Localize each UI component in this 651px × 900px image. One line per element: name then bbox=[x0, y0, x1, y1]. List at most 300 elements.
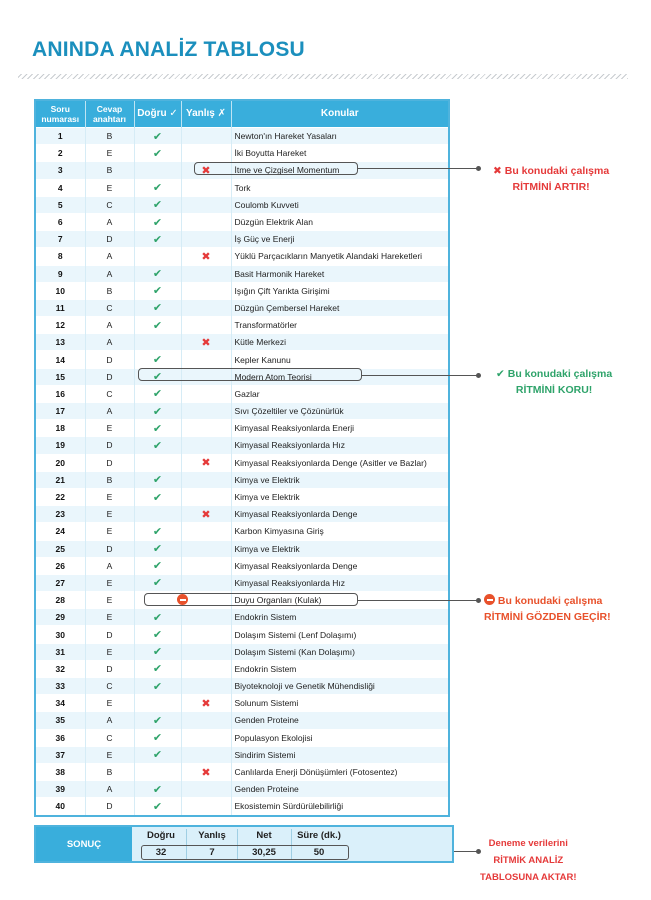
table-row bbox=[35, 179, 449, 196]
check-icon: ✔ bbox=[152, 577, 163, 590]
table-row bbox=[35, 540, 449, 557]
check-icon: ✔ bbox=[152, 629, 163, 642]
header-cevap: Cevap anahtarı bbox=[85, 100, 134, 128]
connector-dot-15 bbox=[476, 373, 481, 378]
answer-key: D bbox=[85, 437, 134, 454]
table-row bbox=[35, 798, 449, 816]
answer-key: B bbox=[85, 162, 134, 179]
yanlis-cell bbox=[181, 695, 231, 712]
yanlis-cell bbox=[181, 798, 231, 816]
table-row bbox=[35, 299, 449, 316]
dogru-cell bbox=[134, 420, 181, 437]
yanlis-cell bbox=[181, 145, 231, 162]
connector-line-3 bbox=[357, 168, 477, 169]
topic-cell: Ekosistemin Sürdürülebilirliği bbox=[231, 798, 449, 816]
question-number: 39 bbox=[35, 781, 85, 798]
table-row bbox=[35, 729, 449, 746]
check-icon: ✔ bbox=[152, 302, 163, 315]
topic-cell: Düzgün Elektrik Alan bbox=[231, 213, 449, 230]
minus-circle-icon bbox=[484, 594, 495, 605]
question-number: 25 bbox=[35, 540, 85, 557]
yanlis-cell bbox=[181, 299, 231, 316]
cross-icon: ✖ bbox=[201, 457, 211, 470]
check-icon: ✔ bbox=[152, 474, 163, 487]
question-number: 15 bbox=[35, 368, 85, 385]
yanlis-cell bbox=[181, 179, 231, 196]
check-icon: ✔ bbox=[152, 646, 163, 659]
answer-key: C bbox=[85, 678, 134, 695]
table-row bbox=[35, 196, 449, 213]
topic-cell: Biyoteknoloji ve Genetik Mühendisliği bbox=[231, 678, 449, 695]
yanlis-cell bbox=[181, 746, 231, 763]
connector-dot-28 bbox=[476, 598, 481, 603]
topic-cell: Basit Harmonik Hareket bbox=[231, 265, 449, 282]
cross-icon: ✖ bbox=[493, 165, 502, 177]
answer-key: D bbox=[85, 626, 134, 643]
answer-key: C bbox=[85, 729, 134, 746]
note-artir bbox=[493, 163, 609, 195]
topic-cell: Dolaşım Sistemi (Lenf Dolaşımı) bbox=[231, 626, 449, 643]
dogru-cell bbox=[134, 179, 181, 196]
question-number: 23 bbox=[35, 506, 85, 523]
answer-key: D bbox=[85, 540, 134, 557]
dogru-cell bbox=[134, 128, 181, 145]
dogru-cell bbox=[134, 385, 181, 402]
dogru-cell bbox=[134, 557, 181, 574]
header-soru: Soru numarası bbox=[35, 100, 85, 128]
note-koru bbox=[496, 366, 612, 398]
cross-icon: ✖ bbox=[201, 766, 211, 779]
dogru-cell bbox=[134, 660, 181, 677]
dogru-cell bbox=[134, 798, 181, 816]
question-number: 40 bbox=[35, 798, 85, 816]
answer-key: E bbox=[85, 488, 134, 505]
topic-cell: Canlılarda Enerji Dönüşümleri (Fotosentez) bbox=[231, 763, 449, 780]
result-header-yanlis: Yanlış bbox=[198, 830, 226, 841]
check-icon: ✔ bbox=[152, 319, 163, 332]
answer-key: A bbox=[85, 213, 134, 230]
answer-key: A bbox=[85, 317, 134, 334]
topic-cell: Işığın Çift Yarıkta Girişimi bbox=[231, 282, 449, 299]
yanlis-cell bbox=[181, 488, 231, 505]
check-icon: ✔ bbox=[152, 199, 163, 212]
cross-icon: ✖ bbox=[201, 164, 211, 177]
question-number: 22 bbox=[35, 488, 85, 505]
check-icon: ✔ bbox=[152, 147, 163, 160]
table-row bbox=[35, 660, 449, 677]
check-icon: ✔ bbox=[152, 285, 163, 298]
question-number: 9 bbox=[35, 265, 85, 282]
check-icon: ✔ bbox=[152, 491, 163, 504]
table-row bbox=[35, 557, 449, 574]
table-row bbox=[35, 523, 449, 540]
table-row bbox=[35, 643, 449, 660]
dogru-cell bbox=[134, 781, 181, 798]
analysis-table bbox=[34, 99, 450, 817]
question-number: 2 bbox=[35, 145, 85, 162]
question-number: 36 bbox=[35, 729, 85, 746]
table-row bbox=[35, 471, 449, 488]
topic-cell: Düzgün Çembersel Hareket bbox=[231, 299, 449, 316]
dogru-cell bbox=[134, 729, 181, 746]
topic-cell: Sindirim Sistemi bbox=[231, 746, 449, 763]
question-number: 16 bbox=[35, 385, 85, 402]
topic-cell: Duyu Organları (Kulak) bbox=[231, 592, 449, 609]
table-row bbox=[35, 609, 449, 626]
dogru-cell bbox=[134, 626, 181, 643]
check-icon: ✔ bbox=[152, 783, 163, 796]
dogru-cell bbox=[134, 299, 181, 316]
check-icon: ✔ bbox=[152, 216, 163, 229]
answer-key: E bbox=[85, 574, 134, 591]
yanlis-cell bbox=[181, 213, 231, 230]
table-body bbox=[35, 128, 449, 816]
dogru-cell bbox=[134, 746, 181, 763]
topic-cell: Sıvı Çözeltiler ve Çözünürlük bbox=[231, 403, 449, 420]
question-number: 28 bbox=[35, 592, 85, 609]
answer-key: D bbox=[85, 660, 134, 677]
answer-key: C bbox=[85, 196, 134, 213]
yanlis-cell bbox=[181, 523, 231, 540]
note-aktar bbox=[480, 835, 577, 886]
yanlis-cell bbox=[181, 557, 231, 574]
table-row bbox=[35, 488, 449, 505]
dogru-cell bbox=[134, 317, 181, 334]
question-number: 30 bbox=[35, 626, 85, 643]
topic-cell: İtme ve Çizgisel Momentum bbox=[231, 162, 449, 179]
answer-key: E bbox=[85, 420, 134, 437]
topic-cell: Kimya ve Elektrik bbox=[231, 540, 449, 557]
answer-key: A bbox=[85, 265, 134, 282]
topic-cell: Kimyasal Reaksiyonlarda Denge (Asitler ve Bazlar) bbox=[231, 454, 449, 471]
question-number: 13 bbox=[35, 334, 85, 351]
note-artir-line1: Bu konudaki çalışma bbox=[504, 165, 610, 177]
check-icon: ✔ bbox=[152, 543, 163, 556]
answer-key: A bbox=[85, 248, 134, 265]
table-row bbox=[35, 351, 449, 368]
table-row bbox=[35, 265, 449, 282]
question-number: 37 bbox=[35, 746, 85, 763]
dogru-cell bbox=[134, 231, 181, 248]
question-number: 6 bbox=[35, 213, 85, 230]
dogru-cell bbox=[134, 213, 181, 230]
question-number: 4 bbox=[35, 179, 85, 196]
check-icon: ✔ bbox=[496, 368, 505, 380]
check-icon: ✔ bbox=[152, 560, 163, 573]
dogru-cell bbox=[134, 282, 181, 299]
answer-key: E bbox=[85, 592, 134, 609]
dogru-cell bbox=[134, 540, 181, 557]
check-icon: ✔ bbox=[152, 233, 163, 246]
cross-icon: ✖ bbox=[201, 250, 211, 263]
check-icon: ✔ bbox=[152, 663, 163, 676]
check-icon: ✔ bbox=[152, 611, 163, 624]
topic-cell: Kimyasal Reaksiyonlarda Denge bbox=[231, 557, 449, 574]
table-row bbox=[35, 454, 449, 471]
question-number: 26 bbox=[35, 557, 85, 574]
dogru-cell bbox=[134, 506, 181, 523]
question-number: 18 bbox=[35, 420, 85, 437]
answer-key: B bbox=[85, 471, 134, 488]
answer-key: E bbox=[85, 695, 134, 712]
answer-key: E bbox=[85, 506, 134, 523]
check-icon: ✔ bbox=[152, 405, 163, 418]
table-row bbox=[35, 781, 449, 798]
yanlis-cell bbox=[181, 781, 231, 798]
topic-cell: Solunum Sistemi bbox=[231, 695, 449, 712]
topic-cell: Karbon Kimyasına Giriş bbox=[231, 523, 449, 540]
answer-key: E bbox=[85, 523, 134, 540]
topic-cell: Genden Proteine bbox=[231, 712, 449, 729]
yanlis-cell bbox=[181, 454, 231, 471]
answer-key: D bbox=[85, 798, 134, 816]
topic-cell: Kütle Merkezi bbox=[231, 334, 449, 351]
yanlis-cell bbox=[181, 334, 231, 351]
topic-cell: İş Güç ve Enerji bbox=[231, 231, 449, 248]
result-header-sure: Süre (dk.) bbox=[297, 830, 341, 841]
question-number: 14 bbox=[35, 351, 85, 368]
table-row bbox=[35, 385, 449, 402]
question-number: 3 bbox=[35, 162, 85, 179]
connector-dot-3 bbox=[476, 166, 481, 171]
table-row bbox=[35, 334, 449, 351]
yanlis-cell bbox=[181, 643, 231, 660]
answer-key: D bbox=[85, 231, 134, 248]
table-row bbox=[35, 678, 449, 695]
question-number: 27 bbox=[35, 574, 85, 591]
result-header-dogru: Doğru bbox=[147, 830, 175, 841]
yanlis-cell bbox=[181, 712, 231, 729]
topic-cell: Kimyasal Reaksiyonlarda Denge bbox=[231, 506, 449, 523]
highlight-row-15 bbox=[138, 368, 362, 384]
question-number: 32 bbox=[35, 660, 85, 677]
table-row bbox=[35, 712, 449, 729]
answer-key: E bbox=[85, 145, 134, 162]
dogru-cell bbox=[134, 454, 181, 471]
topic-cell: Coulomb Kuvveti bbox=[231, 196, 449, 213]
result-panel bbox=[34, 825, 454, 863]
topic-cell: Kimyasal Reaksiyonlarda Enerji bbox=[231, 420, 449, 437]
check-icon: ✔ bbox=[152, 800, 163, 813]
yanlis-cell bbox=[181, 231, 231, 248]
note-aktar-line3: TABLOSUNA AKTAR! bbox=[480, 872, 577, 883]
check-icon: ✔ bbox=[152, 130, 163, 143]
yanlis-cell bbox=[181, 506, 231, 523]
dogru-cell bbox=[134, 162, 181, 179]
topic-cell: Endokrin Sistem bbox=[231, 660, 449, 677]
cross-icon: ✖ bbox=[201, 697, 211, 710]
table-row bbox=[35, 248, 449, 265]
table-row bbox=[35, 317, 449, 334]
question-number: 12 bbox=[35, 317, 85, 334]
yanlis-cell bbox=[181, 403, 231, 420]
topic-cell: Newton'ın Hareket Yasaları bbox=[231, 128, 449, 145]
dogru-cell bbox=[134, 351, 181, 368]
dogru-cell bbox=[134, 437, 181, 454]
topic-cell: İki Boyutta Hareket bbox=[231, 145, 449, 162]
check-icon: ✔ bbox=[152, 439, 163, 452]
note-gozden-line2: RİTMİNİ GÖZDEN GEÇİR! bbox=[484, 611, 611, 623]
cross-icon: ✖ bbox=[201, 336, 211, 349]
yanlis-cell bbox=[181, 540, 231, 557]
dogru-cell bbox=[134, 248, 181, 265]
question-number: 38 bbox=[35, 763, 85, 780]
cross-icon: ✖ bbox=[201, 508, 211, 521]
yanlis-cell bbox=[181, 351, 231, 368]
table-row bbox=[35, 282, 449, 299]
question-number: 8 bbox=[35, 248, 85, 265]
table-row bbox=[35, 506, 449, 523]
check-icon: ✔ bbox=[152, 525, 163, 538]
answer-key: B bbox=[85, 282, 134, 299]
yanlis-cell bbox=[181, 660, 231, 677]
note-gozden-line1: Bu konudaki çalışma bbox=[497, 595, 603, 607]
question-number: 21 bbox=[35, 471, 85, 488]
answer-key: B bbox=[85, 128, 134, 145]
dogru-cell bbox=[134, 471, 181, 488]
result-header-net: Net bbox=[256, 830, 272, 841]
topic-cell: Yüklü Parçacıkların Manyetik Alandaki Hareketleri bbox=[231, 248, 449, 265]
yanlis-cell bbox=[181, 317, 231, 334]
result-value-net: 30,25 bbox=[252, 847, 276, 858]
topic-cell: Kimyasal Reaksiyonlarda Hız bbox=[231, 574, 449, 591]
check-icon: ✔ bbox=[152, 268, 163, 281]
check-icon: ✔ bbox=[152, 422, 163, 435]
check-icon: ✔ bbox=[152, 182, 163, 195]
dogru-cell bbox=[134, 643, 181, 660]
yanlis-cell bbox=[181, 265, 231, 282]
question-number: 10 bbox=[35, 282, 85, 299]
topic-cell: Tork bbox=[231, 179, 449, 196]
answer-key: A bbox=[85, 557, 134, 574]
question-number: 17 bbox=[35, 403, 85, 420]
question-number: 24 bbox=[35, 523, 85, 540]
question-number: 34 bbox=[35, 695, 85, 712]
table-row bbox=[35, 574, 449, 591]
yanlis-cell bbox=[181, 471, 231, 488]
question-number: 20 bbox=[35, 454, 85, 471]
dogru-cell bbox=[134, 403, 181, 420]
note-gozden bbox=[484, 593, 611, 625]
title-divider bbox=[18, 74, 628, 79]
dogru-cell bbox=[134, 695, 181, 712]
question-number: 33 bbox=[35, 678, 85, 695]
note-koru-line1: Bu konudaki çalışma bbox=[507, 368, 613, 380]
dogru-cell bbox=[134, 763, 181, 780]
table-row bbox=[35, 695, 449, 712]
yanlis-cell bbox=[181, 609, 231, 626]
check-icon: ✔ bbox=[152, 680, 163, 693]
answer-key: D bbox=[85, 368, 134, 385]
topic-cell: Kimyasal Reaksiyonlarda Hız bbox=[231, 437, 449, 454]
header-konular: Konular bbox=[231, 100, 449, 128]
topic-cell: Kimya ve Elektrik bbox=[231, 471, 449, 488]
yanlis-cell bbox=[181, 420, 231, 437]
table-row bbox=[35, 128, 449, 145]
dogru-cell bbox=[134, 265, 181, 282]
yanlis-cell bbox=[181, 626, 231, 643]
topic-cell: Dolaşım Sistemi (Kan Dolaşımı) bbox=[231, 643, 449, 660]
answer-key: E bbox=[85, 179, 134, 196]
table-row bbox=[35, 231, 449, 248]
dogru-cell bbox=[134, 145, 181, 162]
table-row bbox=[35, 763, 449, 780]
question-number: 35 bbox=[35, 712, 85, 729]
check-icon: ✔ bbox=[152, 354, 163, 367]
answer-key: E bbox=[85, 643, 134, 660]
dogru-cell bbox=[134, 574, 181, 591]
yanlis-cell bbox=[181, 248, 231, 265]
yanlis-cell bbox=[181, 385, 231, 402]
topic-cell: Kepler Kanunu bbox=[231, 351, 449, 368]
connector-line-15 bbox=[361, 375, 477, 376]
question-number: 29 bbox=[35, 609, 85, 626]
check-icon: ✔ bbox=[152, 749, 163, 762]
topic-cell: Gazlar bbox=[231, 385, 449, 402]
topic-cell: Modern Atom Teorisi bbox=[231, 368, 449, 385]
dogru-cell bbox=[134, 523, 181, 540]
note-koru-line2: RİTMİNİ KORU! bbox=[515, 384, 593, 396]
question-number: 5 bbox=[35, 196, 85, 213]
question-number: 31 bbox=[35, 643, 85, 660]
highlight-row-3 bbox=[194, 162, 358, 175]
check-icon: ✔ bbox=[152, 732, 163, 745]
yanlis-cell bbox=[181, 763, 231, 780]
yanlis-cell bbox=[181, 196, 231, 213]
question-number: 19 bbox=[35, 437, 85, 454]
result-value-dogru: 32 bbox=[155, 847, 167, 858]
topic-cell: Endokrin Sistem bbox=[231, 609, 449, 626]
topic-cell: Populasyon Ekolojisi bbox=[231, 729, 449, 746]
header-yanlis: Yanlış ✗ bbox=[181, 100, 231, 128]
table-row bbox=[35, 213, 449, 230]
yanlis-cell bbox=[181, 282, 231, 299]
dogru-cell bbox=[134, 488, 181, 505]
answer-key: C bbox=[85, 299, 134, 316]
result-label: SONUÇ bbox=[36, 827, 132, 861]
dogru-cell bbox=[134, 196, 181, 213]
header-dogru: Doğru ✓ bbox=[134, 100, 181, 128]
check-icon: ✔ bbox=[152, 388, 163, 401]
dogru-cell bbox=[134, 334, 181, 351]
topic-cell: Kimya ve Elektrik bbox=[231, 488, 449, 505]
question-number: 1 bbox=[35, 128, 85, 145]
dogru-cell bbox=[134, 609, 181, 626]
topic-cell: Genden Proteine bbox=[231, 781, 449, 798]
answer-key: E bbox=[85, 609, 134, 626]
dogru-cell bbox=[134, 712, 181, 729]
answer-key: E bbox=[85, 746, 134, 763]
table-row bbox=[35, 420, 449, 437]
yanlis-cell bbox=[181, 128, 231, 145]
page-title: ANINDA ANALİZ TABLOSU bbox=[32, 38, 305, 61]
result-value-sure: 50 bbox=[313, 847, 325, 858]
table-row bbox=[35, 626, 449, 643]
note-aktar-line2: RİTMİK ANALİZ bbox=[493, 855, 564, 866]
table-row bbox=[35, 145, 449, 162]
table-row bbox=[35, 746, 449, 763]
note-artir-line2: RİTMİNİ ARTIR! bbox=[512, 181, 590, 193]
connector-line-28 bbox=[357, 600, 477, 601]
answer-key: D bbox=[85, 454, 134, 471]
table-row bbox=[35, 403, 449, 420]
answer-key: A bbox=[85, 334, 134, 351]
yanlis-cell bbox=[181, 574, 231, 591]
topic-cell: Transformatörler bbox=[231, 317, 449, 334]
question-number: 7 bbox=[35, 231, 85, 248]
check-icon: ✔ bbox=[152, 714, 163, 727]
yanlis-cell bbox=[181, 437, 231, 454]
